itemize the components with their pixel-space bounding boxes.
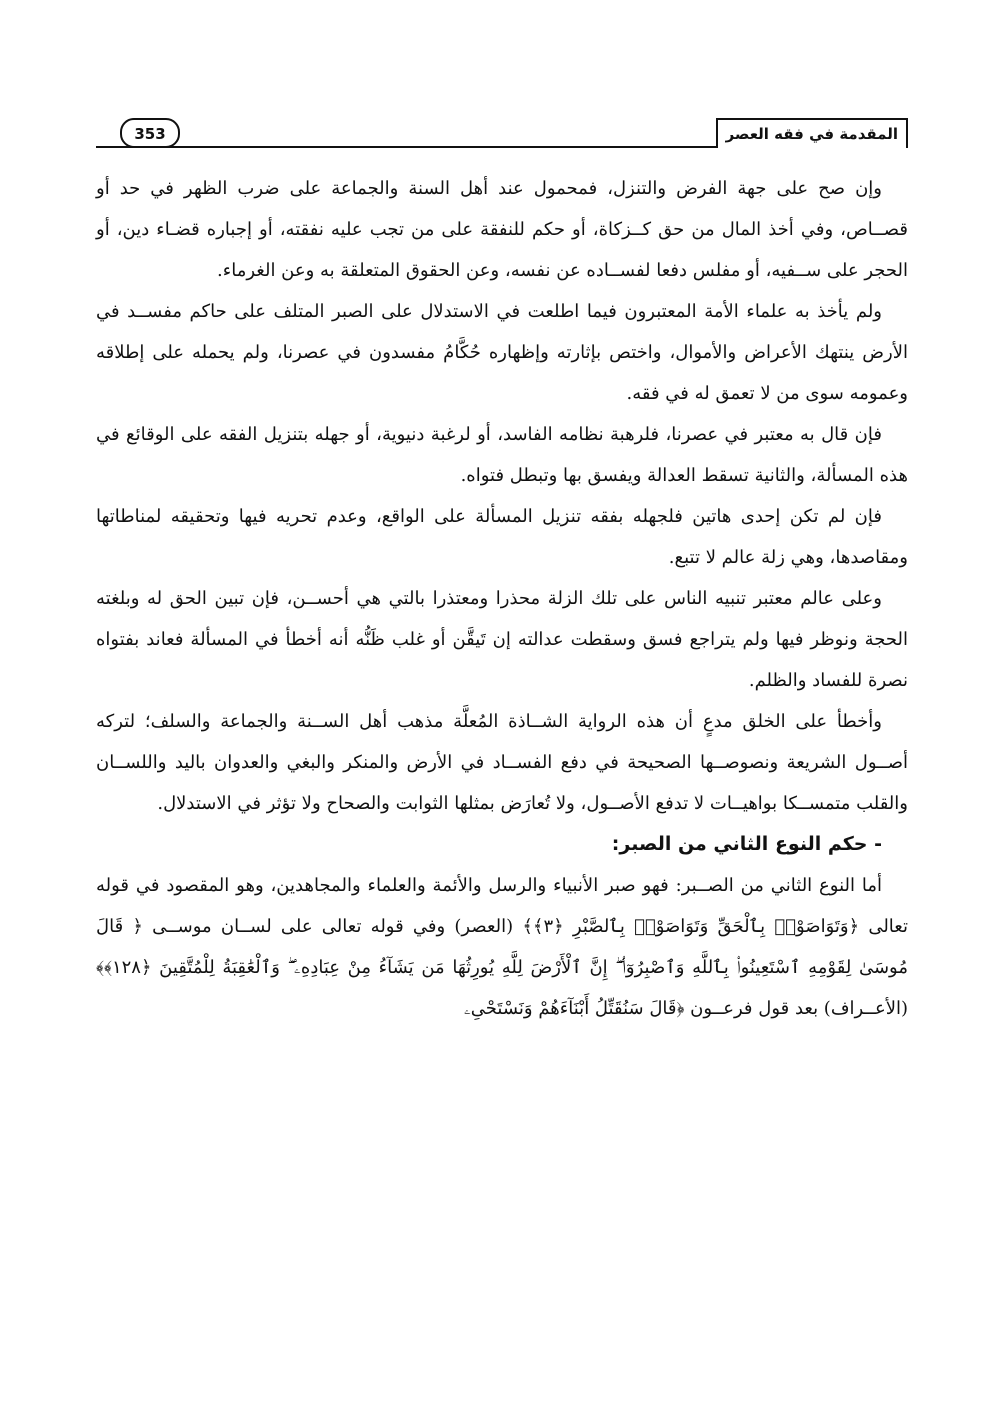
paragraph: وأخطأ على الخلق مدعٍ أن هذه الرواية الشــاذة المُعلَّة مذهب أهل الســنة والجماعة والسلف؛ لتركه أصــول الشريعة ونصوصــها الصحيحة في دفع الفســاد في الأرض والمنكر والبغي والعدوان باليد واللســان والقلب متمســكا بواهيــات لا تدفع الأصــول، ولا تُعارَض بمثلها الثوابت والصحاح ولا تؤثر في الاستدلال. bbox=[96, 711, 908, 814]
paragraph: فإن قال به معتبر في عصرنا، فلرهبة نظامه الفاسد، أو لرغبة دنيوية، أو جهله بتنزيل الفقه على الوقائع في هذه المسألة، والثانية تسقط العدالة ويفسق بها وتبطل فتواه. bbox=[96, 424, 908, 486]
section-heading: - حكم النوع الثاني من الصبر: bbox=[611, 833, 882, 855]
page-number: 353 bbox=[120, 118, 180, 148]
page-header bbox=[96, 118, 908, 148]
running-title: المقدمة في فقه العصر bbox=[716, 118, 908, 148]
paragraph: أما النوع الثاني من الصــبر: فهو صبر الأنبياء والرسل والأئمة والعلماء والمجاهدين، وهو المقصود في قوله تعالى ﴿وَتَوَاصَوْا۟ بِٱلْحَقِّ وَتَوَاصَوْا۟ بِٱلصَّبْرِ ﴿٣﴾﴾ (العصر) وفي قوله تعالى على لســان موســى ﴿ قَالَ مُوسَىٰ لِقَوْمِهِ ٱسْتَعِينُوا۟ بِٱللَّهِ وَٱصْبِرُوٓا۟ ۖ إِنَّ ٱلْأَرْضَ لِلَّهِ يُورِثُهَا مَن يَشَآءُ مِنْ عِبَادِهِۦ ۖ وَٱلْعَٰقِبَةُ لِلْمُتَّقِينَ ﴿١٢٨﴾﴾ (الأعــراف) بعد قول فرعــون ﴿قَالَ سَنُقَتِّلُ أَبْنَآءَهُمْ وَنَسْتَحْىِۦ bbox=[96, 875, 908, 1019]
page-body bbox=[96, 168, 908, 1029]
paragraph: فإن لم تكن إحدى هاتين فلجهله بفقه تنزيل المسألة على الواقع، وعدم تحريه فيها وتحقيقه لمناطاتها ومقاصدها، وهي زلة عالم لا تتبع. bbox=[96, 506, 908, 568]
paragraph: وإن صح على جهة الفرض والتنزل، فمحمول عند أهل السنة والجماعة على ضرب الظهر في حد أو قصــاص، وفي أخذ المال من حق كــزكاة، أو حكم للنفقة على من تجب عليه نفقته، أو إجباره قضـاء دين، أو الحجر على ســفيه، أو مفلس دفعا لفســاده عن نفسه، وعن الحقوق المتعلقة به وعن الغرماء. bbox=[96, 178, 908, 281]
paragraph: وعلى عالم معتبر تنبيه الناس على تلك الزلة محذرا ومعتذرا بالتي هي أحســن، فإن تبين الحق له وبلغته الحجة ونوظر فيها ولم يتراجع فسق وسقطت عدالته إن تَيقَّن أو غلب ظَنُّه أنه أخطأ في المسألة فعاند بفتواه نصرة للفساد والظلم. bbox=[96, 588, 908, 691]
paragraph: ولم يأخذ به علماء الأمة المعتبرون فيما اطلعت في الاستدلال على الصبر المتلف على حاكم مفســد في الأرض ينتهك الأعراض والأموال، واختص بإثارته وإظهاره حُكَّامُ مفسدون في عصرنا، ولم يحمله على إطلاقه وعمومه سوى من لا تعمق له في فقه. bbox=[96, 301, 908, 404]
